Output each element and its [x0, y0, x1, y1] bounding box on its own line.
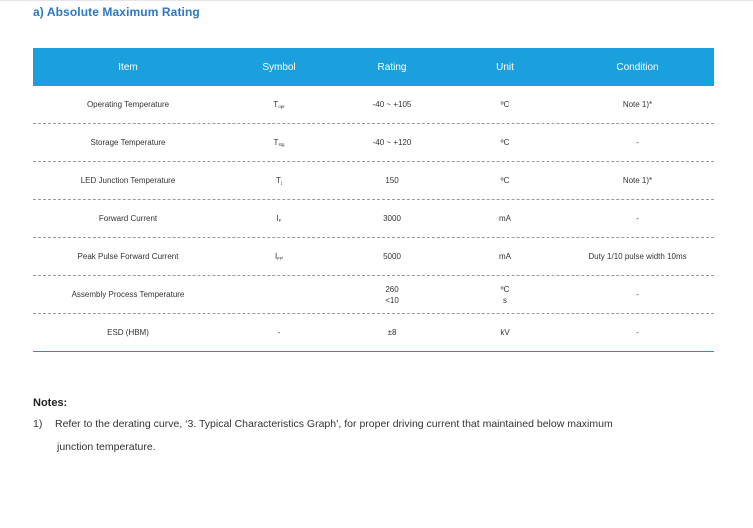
cell-rating: -40 ~ +105 — [372, 100, 412, 109]
table-row — [33, 162, 714, 200]
cell-condition: Note 1)* — [622, 100, 653, 109]
cell-symbol — [223, 328, 335, 337]
cell-item: Peak Pulse Forward Current — [77, 252, 179, 261]
notes-title: Notes: — [33, 397, 68, 409]
cell-unit: mA — [499, 252, 511, 261]
cell-symbol — [223, 252, 335, 261]
cell-item: Storage Temperature — [90, 138, 166, 147]
table-row — [33, 200, 714, 238]
cell-rating: 150 — [385, 176, 399, 185]
header-rating: Rating — [377, 61, 407, 73]
header-item: Item — [118, 61, 138, 73]
note-item — [33, 418, 613, 430]
symbol-subscript: opr — [278, 104, 285, 109]
cell-rating: -40 ~ +120 — [372, 138, 412, 147]
cell-rating: ±8 — [387, 328, 397, 337]
absolute-max-rating-table — [33, 48, 714, 352]
cell-condition: - — [636, 214, 639, 223]
cell-condition: Duty 1/10 pulse width 10ms — [588, 252, 687, 261]
cell-symbol — [223, 100, 335, 109]
table-header — [33, 48, 714, 86]
section-title: a) Absolute Maximum Rating — [33, 5, 200, 19]
rating-line: <10 — [385, 295, 399, 305]
symbol-main: T — [273, 100, 279, 109]
note-text: Refer to the derating curve, ‘3. Typical Characteristics Graph’, for proper driving current that maintained below maximum — [55, 418, 613, 430]
cell-unit: ºC — [500, 100, 510, 109]
unit-line: s — [503, 295, 507, 305]
cell-condition: Note 1)* — [622, 176, 653, 185]
cell-condition: - — [636, 328, 639, 337]
cell-symbol — [223, 138, 335, 147]
symbol-main: T — [273, 138, 279, 147]
symbol-subscript: F — [278, 218, 282, 223]
cell-item: Assembly Process Temperature — [71, 290, 185, 299]
cell-symbol — [223, 214, 335, 223]
note-number: 1) — [33, 418, 43, 430]
symbol-main: - — [277, 328, 281, 337]
cell-item: LED Junction Temperature — [80, 176, 176, 185]
table-row — [33, 238, 714, 276]
cell-condition: - — [636, 290, 639, 299]
cell-item: ESD (HBM) — [107, 328, 149, 337]
table-row — [33, 124, 714, 162]
table-row — [33, 86, 714, 124]
symbol-subscript: FP — [277, 256, 283, 261]
cell-rating — [335, 284, 449, 306]
top-divider — [0, 0, 753, 1]
cell-rating: 3000 — [383, 214, 401, 223]
header-symbol: Symbol — [262, 61, 296, 73]
cell-rating: 5000 — [383, 252, 401, 261]
symbol-subscript: j — [280, 180, 282, 185]
cell-unit: kV — [500, 328, 510, 337]
cell-symbol — [223, 176, 335, 185]
cell-unit: mA — [499, 214, 511, 223]
symbol-main: I — [276, 214, 279, 223]
rating-line: 260 — [385, 284, 399, 294]
table-row — [33, 276, 714, 314]
cell-item: Forward Current — [98, 214, 158, 223]
cell-unit — [449, 284, 561, 306]
cell-condition: - — [636, 138, 639, 147]
header-condition: Condition — [616, 61, 659, 73]
header-unit: Unit — [496, 61, 514, 73]
symbol-main: I — [275, 252, 278, 261]
table-row — [33, 314, 714, 352]
unit-line: ºC — [500, 284, 510, 294]
note-text-continuation: junction temperature. — [57, 441, 156, 453]
cell-unit: ºC — [500, 176, 510, 185]
cell-unit: ºC — [500, 138, 510, 147]
symbol-main: T — [276, 176, 281, 185]
symbol-subscript: stg — [278, 142, 285, 147]
cell-item: Operating Temperature — [86, 100, 170, 109]
